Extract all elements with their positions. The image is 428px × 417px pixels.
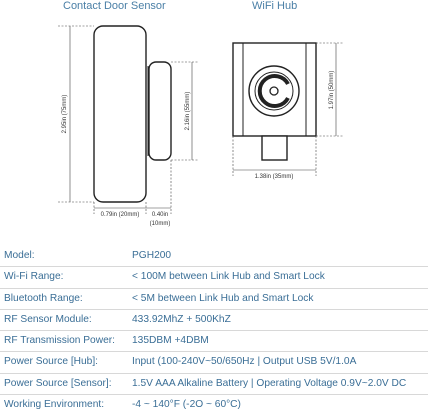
hub-width-label: 1.38in (35mm) [254, 174, 294, 180]
spec-label: Bluetooth Range: [4, 292, 83, 304]
spec-label: Wi-Fi Range: [4, 271, 64, 283]
magnet-height-label: 2.16in (55mm) [185, 91, 191, 131]
hub-title: WiFi Hub [252, 0, 298, 12]
spec-row-wifi-range [0, 267, 428, 288]
spec-value: -4 ~ 140°F (-2O ~ 60°C) [132, 399, 241, 411]
sensor-magnet [149, 62, 171, 160]
spec-row-rf-sensor-module [0, 310, 428, 331]
spec-value: < 5M between Link Hub and Smart Lock [132, 292, 314, 304]
sensor-height-label: 2.95in (75mm) [62, 94, 68, 134]
spec-value: Input (100-240V~50/650Hz | Output USB 5V/1.0A [132, 356, 357, 368]
hub-plug [262, 136, 287, 160]
spec-row-working-environment [0, 395, 428, 416]
spec-label: Power Source [Hub]: [4, 356, 98, 368]
sensor-title: Contact Door Sensor [63, 0, 166, 12]
hub-body [233, 43, 316, 136]
spec-row-model [0, 246, 428, 267]
spec-label: Model: [4, 250, 35, 261]
spec-row-bluetooth-range [0, 289, 428, 310]
sensor-width-label: 0.79in (20mm) [100, 212, 140, 218]
spec-row-rf-transmission-power [0, 331, 428, 352]
spec-value: 1.5V AAA Alkaline Battery | Operating Voltage 0.9V~2.0V DC [132, 377, 407, 389]
spec-label: Working Environment: [4, 399, 105, 411]
magnet-width-label-line1: 0.40in [151, 212, 169, 218]
hub-height-label: 1.97in (50mm) [329, 70, 335, 110]
spec-value: PGH200 [132, 250, 172, 261]
sensor-body [94, 26, 146, 202]
spec-label: Power Source [Sensor]: [4, 377, 112, 389]
spec-value: < 100M between Link Hub and Smart Lock [132, 271, 325, 283]
spec-label: RF Sensor Module: [4, 313, 92, 325]
spec-row-power-source-sensor [0, 374, 428, 395]
spec-value: 433.92MhZ + 500KhZ [132, 313, 231, 325]
magnet-width-label-line2: (10mm) [149, 221, 171, 227]
spec-label: RF Transmission Power: [4, 335, 115, 347]
spec-value: 135DBM +4DBM [132, 335, 209, 347]
specifications-table [0, 246, 428, 416]
spec-row-power-source-hub [0, 352, 428, 373]
